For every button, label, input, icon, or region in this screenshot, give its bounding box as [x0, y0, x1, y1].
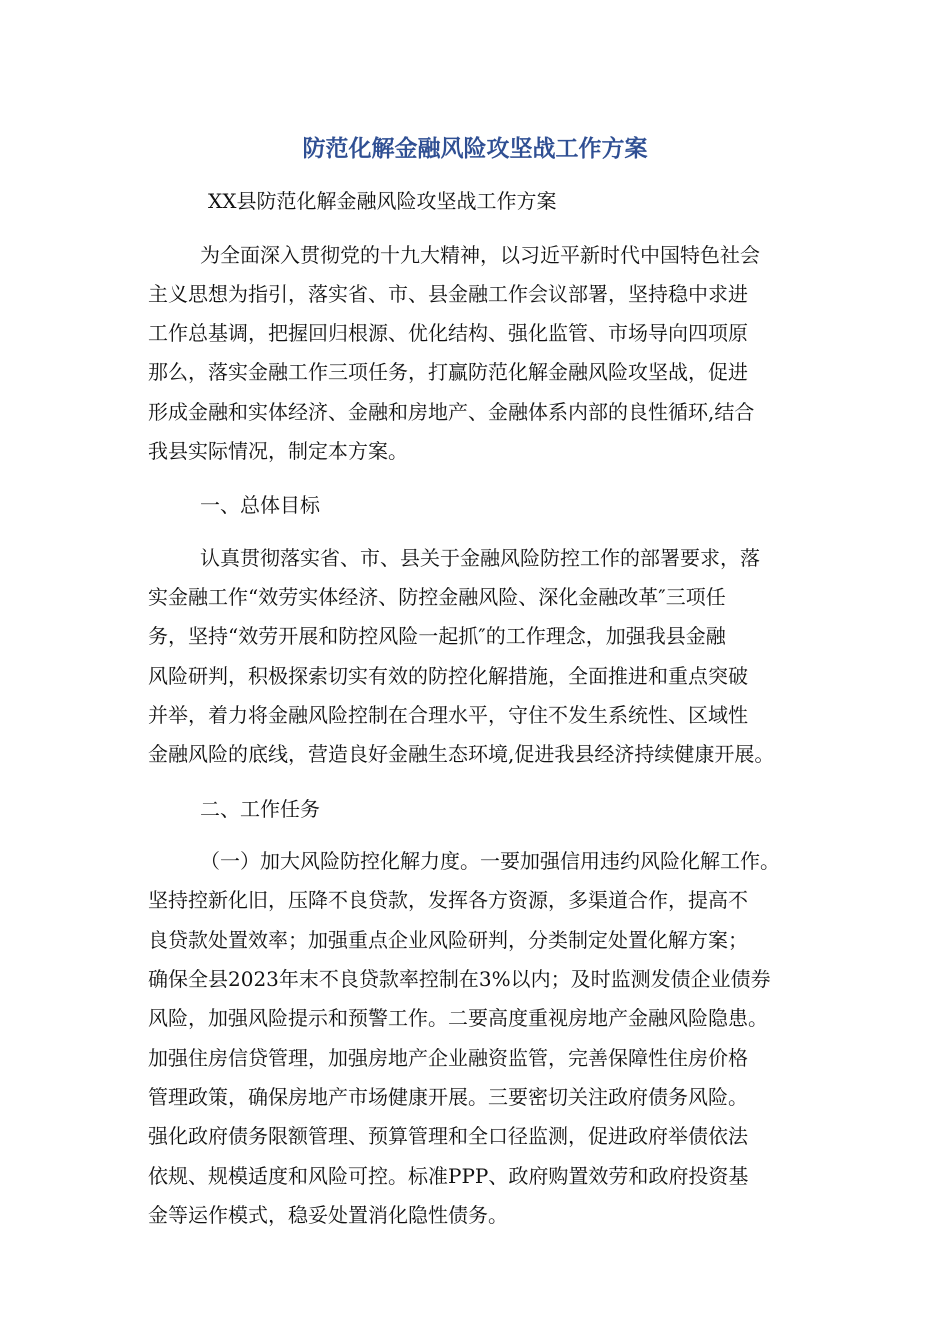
intro-line: 工作总基调，把握回归根源、优化结构、强化监管、市场导向四项原	[148, 321, 748, 345]
section2-line: 风险，加强风险提示和预警工作。二要高度重视房地产金融风险隐患。	[148, 1006, 768, 1030]
section1-line: 并举，着力将金融风险控制在合理水平，守住不发生系统性、区域性	[148, 703, 748, 727]
intro-line: 主义思想为指引，落实省、市、县金融工作会议部署，坚持稳中求进	[148, 282, 748, 306]
section-heading-goals: 一、总体目标	[200, 493, 320, 517]
intro-line: 为全面深入贯彻党的十九大精神，以习近平新时代中国特色社会	[200, 243, 760, 267]
section2-line: 良贷款处置效率；加强重点企业风险研判，分类制定处置化解方案；	[148, 928, 748, 952]
section2-line: 依规、规模适度和风险可控。标准PPP、政府购置效劳和政府投资基	[148, 1164, 749, 1188]
section2-line: （一）加大风险防控化解力度。一要加强信用违约风险化解工作。	[200, 849, 780, 873]
section2-line: 管理政策，确保房地产市场健康开展。三要密切关注政府债务风险。	[148, 1085, 748, 1109]
section1-line: 风险研判，积极探索切实有效的防控化解措施，全面推进和重点突破	[148, 664, 748, 688]
intro-line: 我县实际情况，制定本方案。	[148, 439, 408, 463]
document-title: 防范化解金融风险攻坚战工作方案	[302, 136, 648, 162]
section1-line: 实金融工作“效劳实体经济、防控金融风险、深化金融改革″三项任	[148, 585, 726, 609]
intro-line: 那么，落实金融工作三项任务，打赢防范化解金融风险攻坚战，促进	[148, 360, 748, 384]
section2-line: 坚持控新化旧，压降不良贷款，发挥各方资源，多渠道合作，提高不	[148, 888, 748, 912]
section-heading-tasks: 二、工作任务	[200, 797, 320, 821]
document-subtitle: XX县防范化解金融风险攻坚战工作方案	[208, 189, 557, 213]
section1-line: 认真贯彻落实省、市、县关于金融风险防控工作的部署要求，落	[200, 546, 760, 570]
section2-line: 加强住房信贷管理，加强房地产企业融资监管，完善保障性住房价格	[148, 1046, 748, 1070]
section2-line: 强化政府债务限额管理、预算管理和全口径监测，促进政府举债依法	[148, 1124, 748, 1148]
intro-line: 形成金融和实体经济、金融和房地产、金融体系内部的良性循环,结合	[148, 400, 755, 424]
section1-line: 务，坚持“效劳开展和防控风险一起抓″的工作理念，加强我县金融	[148, 624, 726, 648]
section2-line: 确保全县2023年末不良贷款率控制在3%以内；及时监测发债企业债券	[148, 967, 771, 991]
section1-line: 金融风险的底线，营造良好金融生态环境,促进我县经济持续健康开展。	[148, 742, 775, 766]
section2-line: 金等运作模式，稳妥处置消化隐性债务。	[148, 1203, 508, 1227]
